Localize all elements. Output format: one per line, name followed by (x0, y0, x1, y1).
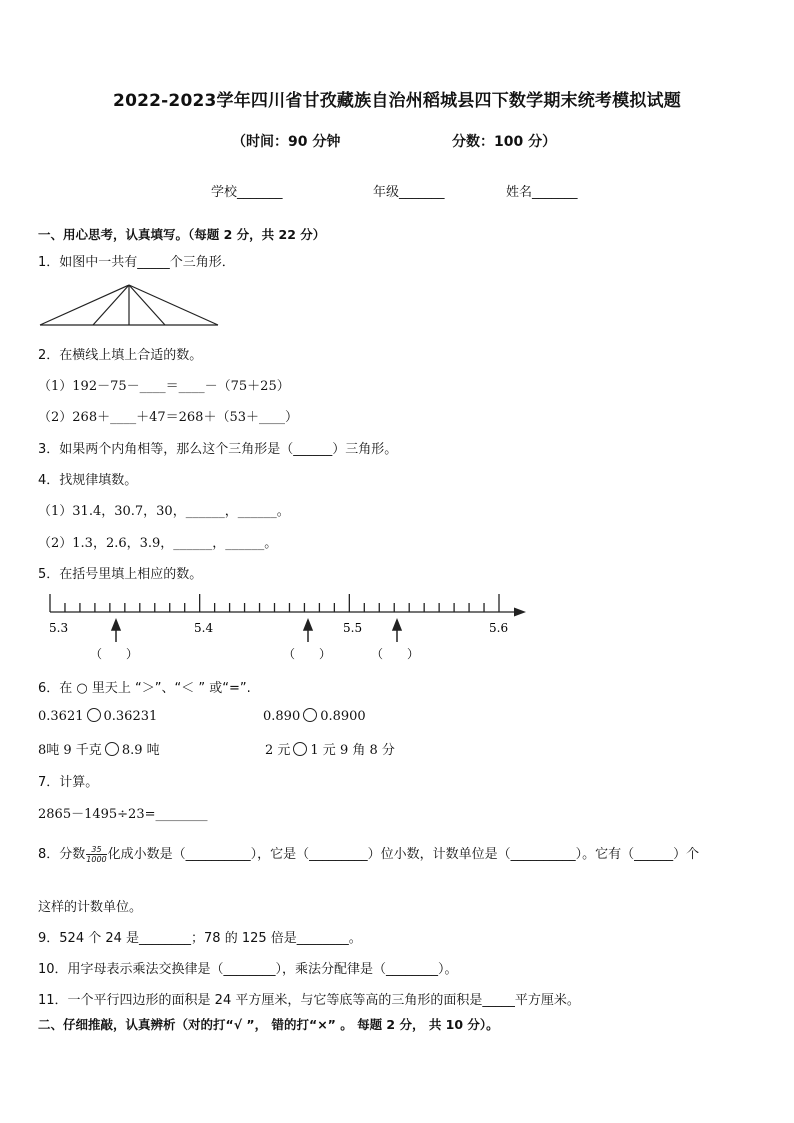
compare-a-right: 0.36231 (103, 709, 158, 724)
compare-c-left: 8吨 9 千克 (38, 743, 102, 758)
question-5: 5．在括号里填上相应的数。 (38, 567, 203, 582)
compare-b-left: 0.890 (263, 709, 301, 724)
question-3: 3．如果两个内角相等，那么这个三角形是（______）三角形。 (38, 442, 398, 457)
school-field: 学校_______ (211, 185, 283, 200)
compare-row-c (38, 739, 160, 758)
question-7: 7．计算。 (38, 775, 99, 790)
compare-row-a (38, 708, 157, 724)
question-4-part-1: （1）31.4，30.7，30，______，______。 (38, 504, 290, 519)
number-line-label-1: 5.3 (49, 621, 69, 635)
triangle-figure (38, 282, 222, 330)
arrow-2-head (304, 620, 312, 630)
compare-circle-b[interactable] (303, 708, 317, 722)
compare-d-right: 1 元 9 角 8 分 (310, 743, 395, 758)
compare-row-b (263, 708, 366, 724)
fraction-numerator: 35 (86, 845, 106, 855)
number-line-label-4: 5.6 (489, 621, 509, 635)
grade-field: 年级_______ (373, 185, 445, 200)
number-line-label-3: 5.5 (343, 621, 363, 635)
compare-d-left: 2 元 (265, 743, 291, 758)
page-title: 2022-2023学年四川省甘孜藏族自治州稻城县四下数学期末统考模拟试题 (113, 91, 681, 111)
exam-time: （时间：90 分钟 (232, 134, 341, 150)
compare-circle-c[interactable] (105, 742, 119, 756)
figure-inner-line-1 (93, 285, 129, 325)
arrow-1-head (112, 620, 120, 630)
compare-circle-d[interactable] (293, 742, 307, 756)
question-1: 1．如图中一共有_____个三角形． (38, 255, 235, 270)
fraction-denominator: 1000 (86, 855, 107, 864)
question-9: 9．524 个 24 是________；78 的 125 倍是________。 (38, 931, 362, 946)
question-2-part-2: （2）268＋____＋47＝268＋（53＋____） (38, 410, 298, 425)
question-2: 2．在横线上填上合适的数。 (38, 348, 203, 363)
question-2-part-1: （1）192－75－____＝____－（75＋25） (38, 379, 290, 394)
arrow-3-head (393, 620, 401, 630)
exam-score: 分数：100 分） (452, 134, 557, 150)
number-line-label-2: 5.4 (194, 621, 214, 635)
question-8-prefix: 8．分数 (38, 847, 86, 862)
question-11: 11．一个平行四边形的面积是 24 平方厘米，与它等底等高的三角形的面积是_____平方厘米。 (38, 993, 580, 1008)
section-2-heading: 二、仔细推敲，认真辨析（对的打“√ ”， 错的打“×” 。 每题 2 分， 共 10 分）。 (38, 1017, 499, 1032)
question-7-expression: 2865－1495÷23=________ (38, 807, 208, 822)
name-field: 姓名_______ (506, 185, 578, 200)
blank-1[interactable]: （ ） (90, 647, 139, 661)
question-8-text: 化成小数是（__________），它是（_________）位小数，计数单位是（__________）。它有（______）个 (107, 847, 700, 862)
section-1-heading: 一、用心思考，认真填写。（每题 2 分，共 22 分） (38, 227, 326, 242)
question-8 (38, 843, 699, 864)
figure-edge-left (40, 285, 129, 325)
figure-edge-right (129, 285, 218, 325)
blank-2[interactable]: （ ） (283, 647, 332, 661)
question-4-part-2: （2）1.3，2.6，3.9，______，______。 (38, 536, 278, 551)
question-6: 6．在 ○ 里天上 “＞”、“＜ ” 或“=”. (38, 681, 251, 696)
number-line-arrowhead (514, 608, 526, 617)
figure-inner-line-3 (129, 285, 165, 325)
question-4: 4．找规律填数。 (38, 473, 138, 488)
compare-a-left: 0.3621 (38, 709, 84, 724)
question-8-continuation: 这样的计数单位。 (38, 900, 143, 915)
blank-3[interactable]: （ ） (371, 647, 420, 661)
number-line (38, 590, 538, 665)
compare-c-right: 8.9 吨 (121, 743, 160, 758)
question-10: 10．用字母表示乘法交换律是（________），乘法分配律是（________）。 (38, 962, 458, 977)
fraction (86, 845, 106, 864)
compare-b-right: 0.8900 (320, 709, 366, 724)
compare-row-d (265, 739, 395, 758)
compare-circle-a[interactable] (87, 708, 101, 722)
